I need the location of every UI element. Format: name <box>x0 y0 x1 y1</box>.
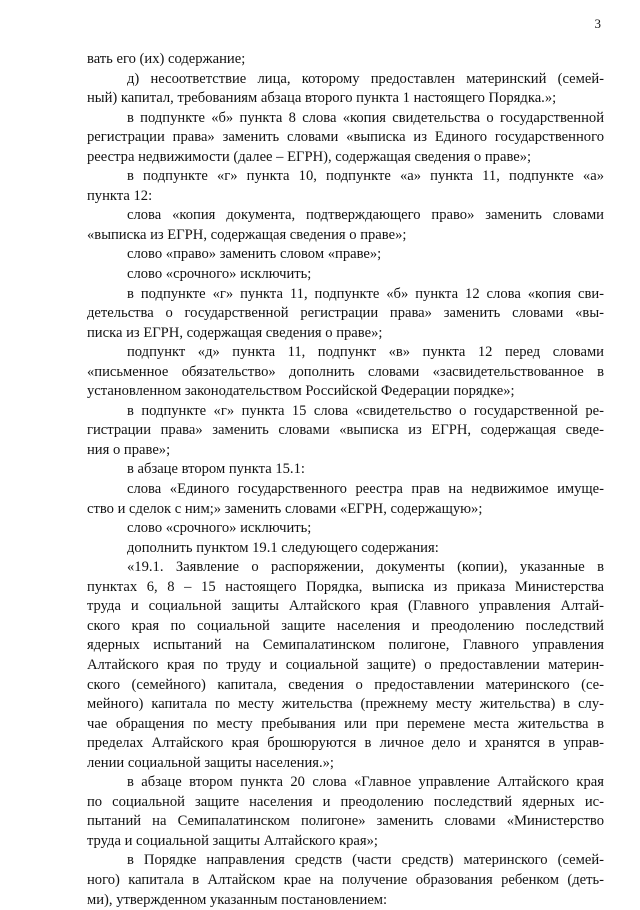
text-line: ского (семейного) капитала, сведения о предоставлении материнского (се- <box>87 676 604 693</box>
text-line: труда и социальной защиты Алтайского края»; <box>87 832 378 849</box>
text-line: в подпункте «б» пункта 8 слова «копия свидетельства о государственной <box>127 109 604 126</box>
text-line: пункта 12: <box>87 187 153 204</box>
text-line: регистрации права» заменить словами «выписка из Единого государственного <box>87 129 604 146</box>
text-line: реестра недвижимости (далее – ЕГРН), содержащая сведения о праве»; <box>87 148 532 165</box>
text-line: «19.1. Заявление о распоряжении, документы (копии), указанные в <box>127 559 604 576</box>
text-line: слово «срочного» исключить; <box>127 520 312 537</box>
text-line: в абзаце втором пункта 15.1: <box>127 461 305 478</box>
text-line: чае обращения по месту пребывания или при перемене места жительства в <box>87 715 604 732</box>
text-line: пытаний на Семипалатинском полигоне» заменить словами «Министерство <box>87 813 604 830</box>
text-line: слова «копия документа, подтверждающего право» заменить словами <box>127 207 604 224</box>
text-line: ного) капитала в Алтайском крае на получение образования ребенком (деть- <box>87 871 604 888</box>
text-line: труда и социальной защиты Алтайского края (Главного управления Алтай- <box>87 598 604 615</box>
text-line: «выписка из ЕГРН, содержащая сведения о праве»; <box>87 226 407 243</box>
text-line: мейного) капитала по месту жительства (прежнему месту жительства) в слу- <box>87 696 604 713</box>
text-line: по социальной защите населения и преодолению последствий ядерных ис- <box>87 793 604 810</box>
text-line: слово «право» заменить словом «праве»; <box>127 246 382 263</box>
text-line: ми), утвержденном указанным постановлением: <box>87 891 388 908</box>
text-line: установленном законодательством Российской Федерации порядке»; <box>87 383 515 400</box>
text-line: детельства о государственной регистрации права» заменить словами «вы- <box>87 305 604 322</box>
text-line: вать его (их) содержание; <box>87 51 246 67</box>
text-line: лении социальной защиты населения.»; <box>87 754 334 771</box>
text-line: д) несоответствие лица, которому предоставлен материнский (семей- <box>127 70 604 87</box>
text-line: слова «Единого государственного реестра прав на недвижимое имуще- <box>127 481 604 498</box>
text-line: в Порядке направления средств (части средств) материнского (семей- <box>127 852 604 869</box>
text-line: дополнить пунктом 19.1 следующего содержания: <box>127 539 439 556</box>
text-line: ского края по социальной защите населения и преодолению последствий <box>87 617 604 634</box>
text-line: ство и сделок с ним;» заменить словами «ЕГРН, содержащую»; <box>87 500 483 517</box>
document-body <box>87 50 604 910</box>
text-line: ядерных испытаний на Семипалатинском полигоне, Главного управления <box>87 637 604 654</box>
text-line: пунктах 6, 8 – 15 настоящего Порядка, выписка из приказа Министерства <box>87 578 604 595</box>
text-line: гистрации права» заменить словами «выписка из ЕГРН, содержащая сведе- <box>87 422 604 439</box>
page-number: 3 <box>594 16 601 31</box>
text-line: ный) капитал, требованиям абзаца второго пункта 1 настоящего Порядка.»; <box>87 90 557 107</box>
text-line: в подпункте «г» пункта 11, подпункте «б» пункта 12 слова «копия сви- <box>127 285 604 302</box>
text-line: слово «срочного» исключить; <box>127 266 312 283</box>
text-line: подпункт «д» пункта 11, подпункт «в» пункта 12 перед словами <box>127 344 604 361</box>
text-line: в подпункте «г» пункта 10, подпункте «а» пункта 11, подпункте «а» <box>127 168 604 185</box>
text-line: в абзаце втором пункта 20 слова «Главное управление Алтайского края <box>127 774 604 791</box>
text-line: Алтайского края по труду и социальной защите) о предоставлении материн- <box>87 656 604 673</box>
text-line: писка из ЕГРН, содержащая сведения о праве»; <box>87 324 383 341</box>
text-line: «письменное обязательство» дополнить словами «засвидетельствованное в <box>87 363 604 380</box>
text-line: ния о праве»; <box>87 441 171 458</box>
text-line: в подпункте «г» пункта 15 слова «свидетельство о государственной ре- <box>127 402 604 419</box>
text-line: пределах Алтайского края брошюруются в личное дело и хранятся в управ- <box>87 735 604 752</box>
